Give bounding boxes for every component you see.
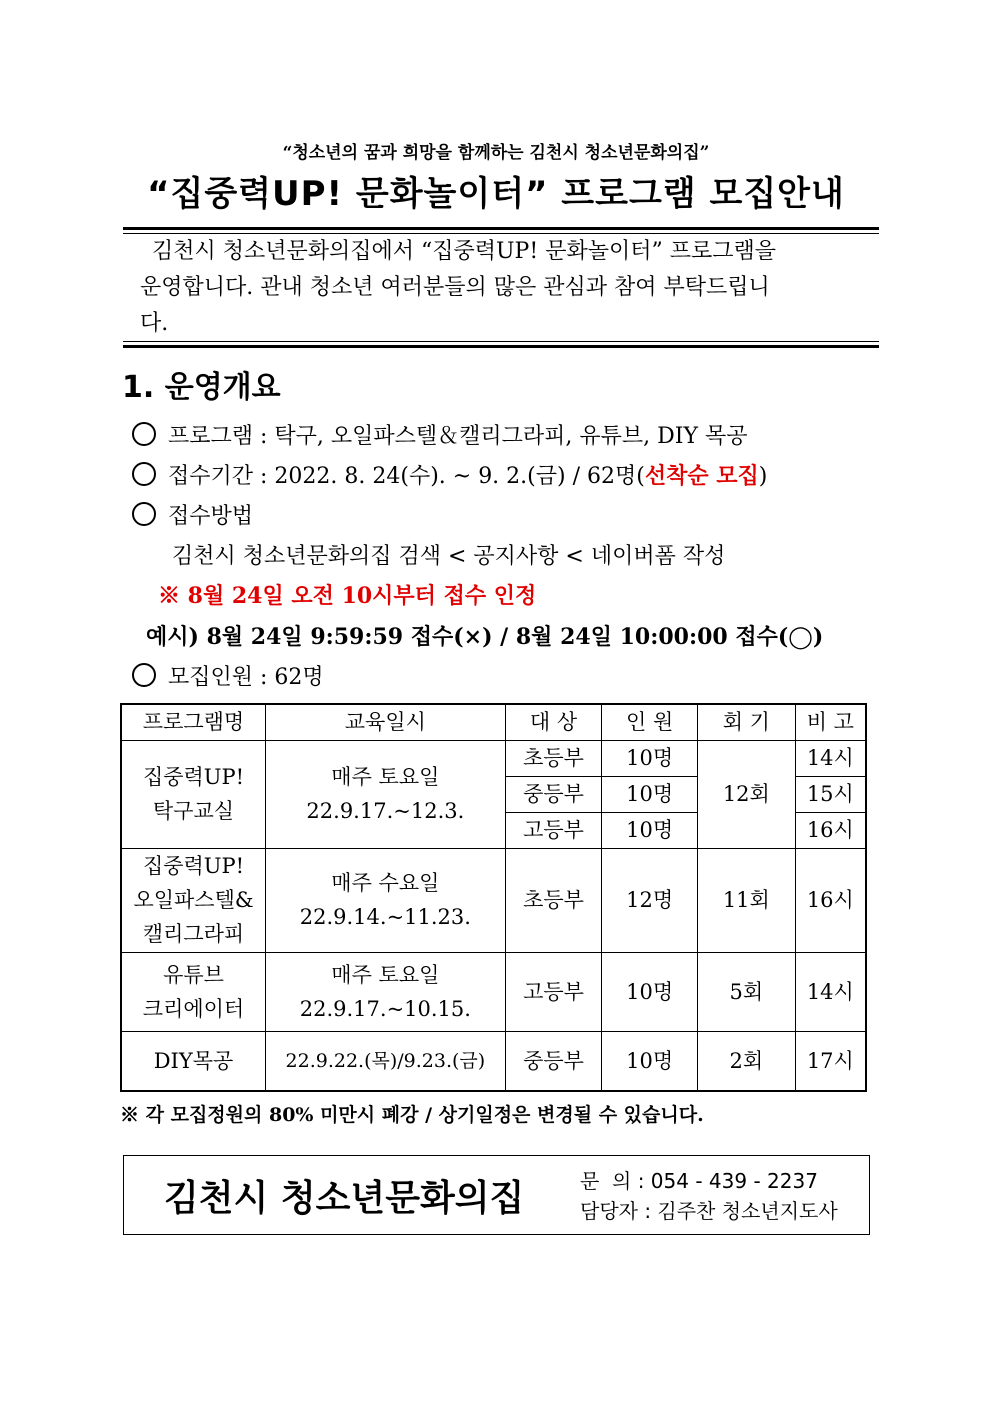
cell-line: 크리에이터 — [142, 996, 245, 1021]
cell-line: 오일파스텔& — [133, 888, 254, 912]
header-cell: 대 상 — [505, 704, 602, 740]
period-text: 접수기간 : 2022. 8. 24(수). ~ 9. 2.(금) / 62명( — [168, 464, 645, 489]
cell-line: 매주 토요일 — [331, 962, 440, 987]
cell-line: 22.9.14.~11.23. — [299, 905, 471, 929]
note-cell: 16시 — [795, 812, 866, 848]
count-cell: 10명 — [602, 1031, 698, 1091]
program-name-cell — [121, 952, 266, 1031]
header-cell: 회 기 — [698, 704, 796, 740]
example-line: 예시) 8월 24일 9:59:59 접수(×) / 8월 24일 10:00:00 접수(◯) — [146, 624, 824, 650]
note-cell: 16시 — [795, 848, 866, 952]
circle-bullet-icon — [132, 462, 156, 486]
schedule-cell — [266, 848, 506, 952]
circle-bullet-icon — [132, 663, 156, 687]
first-come-label: 선착순 모집 — [644, 463, 759, 489]
sessions-cell: 12회 — [698, 740, 796, 848]
recruit-text: 모집인원 : 62명 — [168, 665, 324, 690]
table-header-row — [121, 704, 866, 740]
schedule-table — [120, 703, 867, 1092]
intro-line: 운영합니다. 관내 청소년 여러분들의 많은 관심과 참여 부탁드립니 — [140, 275, 770, 300]
schedule-cell — [266, 952, 506, 1031]
table-row — [121, 848, 866, 952]
sessions-cell: 11회 — [698, 848, 796, 952]
table-row — [121, 952, 866, 1031]
intro-paragraph — [140, 234, 862, 342]
notice-line: ※ 8월 24일 오전 10시부터 접수 인정 — [158, 583, 537, 609]
note-cell: 14시 — [795, 740, 866, 776]
count-cell: 10명 — [602, 952, 698, 1031]
target-cell: 초등부 — [505, 740, 602, 776]
count-cell: 10명 — [602, 812, 698, 848]
contact-phone: 문 의 : 054 - 439 - 2237 — [580, 1169, 818, 1193]
target-cell: 중등부 — [505, 776, 602, 812]
note-cell: 14시 — [795, 952, 866, 1031]
count-cell: 10명 — [602, 740, 698, 776]
count-cell: 10명 — [602, 776, 698, 812]
intro-line: 김천시 청소년문화의집에서 “집중력UP! 문화놀이터” 프로그램을 — [152, 239, 776, 264]
document-title: “집중력UP! 문화놀이터” 프로그램 모집안내 — [147, 174, 845, 214]
target-cell: 중등부 — [505, 1031, 602, 1091]
cell-line: 탁구교실 — [152, 799, 235, 823]
program-name-cell: DIY목공 — [121, 1031, 266, 1091]
cell-line: 매주 토요일 — [331, 765, 440, 789]
header-cell: 비 고 — [795, 704, 866, 740]
sessions-cell: 5회 — [698, 952, 796, 1031]
sessions-cell: 2회 — [698, 1031, 796, 1091]
cell-line: 22.9.17.~10.15. — [299, 996, 471, 1021]
header-cell: 인 원 — [602, 704, 698, 740]
circle-bullet-icon — [132, 502, 156, 526]
period-close: ) — [758, 464, 768, 489]
note-cell: 17시 — [795, 1031, 866, 1091]
method-line — [132, 499, 253, 530]
table-row — [121, 1031, 866, 1091]
program-name-cell — [121, 740, 266, 848]
header-cell: 교육일시 — [266, 704, 506, 740]
cell-line: 22.9.17.~12.3. — [306, 799, 465, 823]
header-cell: 프로그램명 — [121, 704, 266, 740]
intro-line: 다. — [140, 311, 169, 336]
method-detail: 김천시 청소년문화의집 검색 < 공지사항 < 네이버폼 작성 — [172, 544, 726, 569]
footer-box — [123, 1155, 870, 1235]
table-row — [121, 740, 866, 776]
contact-person: 담당자 : 김주찬 청소년지도사 — [580, 1199, 838, 1223]
cell-line: 집중력UP! — [142, 765, 245, 789]
target-cell: 초등부 — [505, 848, 602, 952]
footnote: ※ 각 모집정원의 80% 미만시 폐강 / 상기일정은 변경될 수 있습니다. — [120, 1104, 704, 1126]
note-cell: 15시 — [795, 776, 866, 812]
cell-line: 캘리그라피 — [142, 922, 245, 946]
section-heading: 1. 운영개요 — [122, 370, 281, 405]
bottom-double-rule — [123, 341, 879, 348]
recruit-line — [132, 660, 324, 691]
target-cell: 고등부 — [505, 812, 602, 848]
top-double-rule — [123, 227, 879, 234]
circle-bullet-icon — [132, 422, 156, 446]
program-line — [132, 419, 748, 450]
target-cell: 고등부 — [505, 952, 602, 1031]
schedule-cell — [266, 740, 506, 848]
organization-name: 김천시 청소년문화의집 — [164, 1178, 525, 1219]
period-line — [132, 459, 767, 490]
contact-info — [580, 1166, 838, 1226]
method-label: 접수방법 — [168, 504, 254, 529]
cell-line: 매주 수요일 — [331, 871, 440, 895]
count-cell: 12명 — [602, 848, 698, 952]
cell-line: 집중력UP! — [142, 854, 245, 878]
program-name-cell — [121, 848, 266, 952]
document-subtitle: “청소년의 꿈과 희망을 함께하는 김천시 청소년문화의집” — [282, 143, 710, 163]
cell-line: 유튜브 — [163, 962, 224, 987]
schedule-cell: 22.9.22.(목)/9.23.(금) — [266, 1031, 506, 1091]
program-text: 프로그램 : 탁구, 오일파스텔＆캘리그라피, 유튜브, DIY 목공 — [168, 424, 748, 449]
